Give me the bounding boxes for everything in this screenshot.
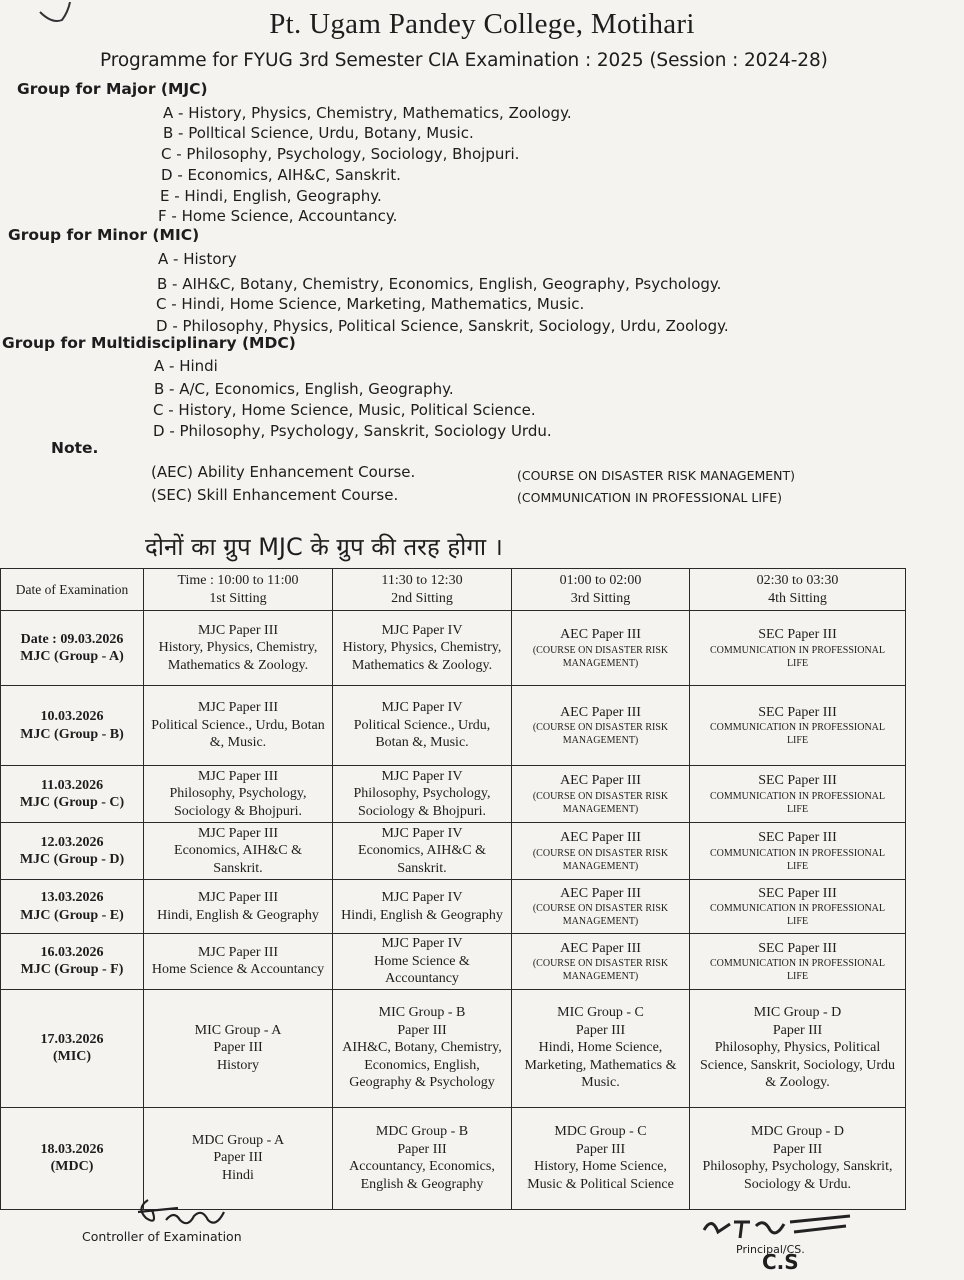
sitting-1-cell — [144, 880, 333, 934]
cell-line: COMMUNICATION IN PROFESSIONAL — [709, 790, 885, 802]
exam-date — [1, 880, 144, 934]
cell-line: MJC Paper III — [197, 944, 279, 960]
cell-line: Political Science., Urdu, Botan — [151, 717, 325, 733]
cell-line: (MDC) — [50, 1159, 94, 1174]
cell-line: MIC Group - B — [378, 1005, 466, 1021]
cell-line: MJC (Group - B) — [20, 726, 124, 742]
cell-line: MDC Group - A — [191, 1132, 285, 1148]
cell-line: 10.03.2026 — [40, 709, 104, 724]
cell-line: Geography & Psychology — [349, 1075, 495, 1091]
table-row — [1, 686, 906, 766]
sitting-3-cell — [512, 989, 690, 1107]
cell-line: Hindi, Home Science, — [538, 1040, 663, 1056]
cell-line: LIFE — [786, 803, 809, 815]
sitting-4-cell — [690, 766, 906, 823]
cell-line: (COURSE ON DISASTER RISK — [532, 722, 669, 734]
cell-line: AEC Paper III — [560, 627, 641, 643]
table-row — [1, 766, 906, 823]
cell-line: (COURSE ON DISASTER RISK — [532, 847, 669, 859]
cell-line: Botan &, Music. — [375, 735, 469, 751]
cell-line: COMMUNICATION IN PROFESSIONAL — [709, 644, 885, 656]
cell-line: AEC Paper III — [560, 773, 641, 789]
cell-line: MJC (Group - E) — [20, 907, 124, 923]
cell-line: Sociology & Bhojpuri. — [358, 803, 486, 819]
cell-line: MJC Paper III — [197, 622, 279, 638]
cell-line: MJC Paper IV — [381, 622, 463, 638]
cell-line: Time : 10:00 to 11:00 — [177, 572, 299, 588]
cell-line: MJC Paper IV — [381, 936, 463, 951]
exam-date — [1, 766, 144, 823]
cell-line: Mathematics & Zoology. — [167, 657, 309, 673]
sec-course-note: (COMMUNICATION IN PROFESSIONAL LIFE) — [517, 490, 783, 505]
cell-line: Economics, AIH&C & — [174, 843, 302, 859]
cell-line: Accountancy — [385, 971, 459, 986]
cell-line: Date : 09.03.2026 — [20, 631, 124, 647]
cell-line: 4th Sitting — [768, 590, 827, 606]
sitting-2-cell — [333, 766, 512, 823]
cell-line: COMMUNICATION IN PROFESSIONAL — [709, 958, 885, 969]
cell-line: Home Science & Accountancy — [151, 962, 325, 978]
cell-line: & Zoology. — [765, 1075, 830, 1091]
cell-line: AEC Paper III — [560, 940, 641, 956]
cell-line: 02:30 to 03:30 — [756, 572, 839, 588]
sitting-4-cell — [690, 823, 906, 880]
cell-line: MANAGEMENT) — [562, 860, 639, 872]
cell-line: MJC Paper III — [197, 825, 279, 841]
cell-line: MIC Group - D — [753, 1005, 842, 1021]
cell-line: Paper III — [772, 1022, 823, 1038]
cell-line: Hindi, English & Geography — [341, 907, 503, 923]
cell-line: SEC Paper III — [758, 940, 837, 956]
sitting-4-cell — [690, 989, 906, 1107]
cell-line: Philosophy, Psychology, — [169, 786, 307, 802]
sitting-3-cell — [512, 934, 690, 990]
cell-line: Hindi — [222, 1167, 254, 1183]
aec-course-note: (COURSE ON DISASTER RISK MANAGEMENT) — [517, 468, 796, 483]
major-item: D - Economics, AIH&C, Sanskrit. — [161, 166, 401, 184]
cell-line: MDC Group - B — [375, 1124, 469, 1139]
sitting-4-cell — [690, 686, 906, 766]
cell-line: MJC (Group - A) — [20, 649, 124, 664]
cell-line: MJC Paper III — [197, 768, 279, 784]
major-item: F - Home Science, Accountancy. — [158, 207, 398, 225]
cell-line: AEC Paper III — [560, 885, 641, 901]
cell-line: MJC (Group - F) — [20, 962, 124, 978]
cell-line: Accountancy, Economics, — [349, 1159, 495, 1174]
cell-line: Science, Sanskrit, Sociology, Urdu — [699, 1057, 896, 1073]
cell-line: 11:30 to 12:30 — [381, 572, 463, 588]
minor-group-heading: Group for Minor (MIC) — [8, 226, 200, 244]
cell-line: MJC (Group - C) — [19, 795, 125, 810]
cell-line: SEC Paper III — [758, 830, 837, 846]
table-row — [1, 823, 906, 880]
sitting-4-cell — [690, 611, 906, 686]
sitting-1-header — [144, 569, 333, 611]
cell-line: MIC Group - A — [194, 1022, 282, 1038]
sitting-4-cell — [690, 934, 906, 990]
cell-line: (COURSE ON DISASTER RISK — [532, 644, 669, 656]
cell-line: Philosophy, Psychology, — [353, 786, 491, 802]
exam-schedule-table — [0, 568, 906, 1210]
cell-line: &, Music. — [209, 735, 267, 751]
cell-line: English & Geography — [360, 1176, 484, 1192]
cell-line: Political Science., Urdu, — [353, 717, 491, 733]
cell-line: SEC Paper III — [758, 704, 837, 720]
date-header: Date of Examination — [1, 569, 144, 611]
table-header-row — [1, 569, 906, 611]
cell-line: COMMUNICATION IN PROFESSIONAL — [709, 847, 885, 859]
cell-line: (MIC) — [52, 1049, 92, 1064]
cell-line: History, Physics, Chemistry, — [342, 640, 502, 656]
cell-line: Home Science & — [374, 953, 470, 969]
cell-line: Music. — [581, 1075, 620, 1091]
cell-line: SEC Paper III — [758, 885, 837, 901]
sitting-3-cell — [512, 1107, 690, 1209]
cell-line: 12.03.2026 — [40, 834, 104, 850]
cell-line: (COURSE ON DISASTER RISK — [532, 903, 669, 915]
cell-line: MJC Paper III — [197, 700, 279, 716]
mdc-item: B - A/C, Economics, English, Geography. — [154, 380, 454, 398]
cell-line: MJC (Group - D) — [19, 852, 125, 867]
sitting-2-cell — [333, 1107, 512, 1209]
sitting-2-cell — [333, 686, 512, 766]
aec-note: (AEC) Ability Enhancement Course. — [151, 463, 416, 481]
sitting-3-cell — [512, 880, 690, 934]
exam-date — [1, 686, 144, 766]
sitting-2-header — [333, 569, 512, 611]
sitting-3-header — [512, 569, 690, 611]
principal-label: Principal/CS. — [736, 1243, 805, 1256]
cell-line: SEC Paper III — [758, 627, 837, 643]
cell-line: MANAGEMENT) — [562, 735, 639, 747]
sitting-3-cell — [512, 766, 690, 823]
sitting-2-cell — [333, 611, 512, 686]
cell-line: COMMUNICATION IN PROFESSIONAL — [709, 903, 885, 915]
exam-date — [1, 611, 144, 686]
cell-line: Paper III — [397, 1141, 447, 1157]
cell-line: Sociology & Bhojpuri. — [174, 803, 302, 819]
exam-date — [1, 934, 144, 990]
table-row — [1, 880, 906, 934]
sitting-3-cell — [512, 823, 690, 880]
cell-line: MJC Paper IV — [381, 768, 463, 784]
sitting-4-cell — [690, 880, 906, 934]
cell-line: Paper III — [575, 1141, 626, 1157]
cell-line: AEC Paper III — [560, 830, 641, 846]
cell-line: 2nd Sitting — [391, 590, 453, 606]
cell-line: Sanskrit. — [397, 860, 447, 876]
cell-line: SEC Paper III — [758, 773, 837, 789]
cell-line: Mathematics & Zoology. — [351, 657, 493, 673]
table-row — [1, 934, 906, 990]
mdc-item: C - History, Home Science, Music, Political Science. — [153, 401, 536, 419]
cell-line: Marketing, Mathematics & — [524, 1057, 677, 1073]
cell-line: 18.03.2026 — [40, 1141, 104, 1157]
exam-date — [1, 989, 144, 1107]
major-group-heading: Group for Major (MJC) — [17, 80, 208, 98]
sitting-1-cell — [144, 934, 333, 990]
cell-line: Paper III — [575, 1022, 626, 1038]
cell-line: MANAGEMENT) — [562, 657, 639, 669]
cell-line: 3rd Sitting — [570, 590, 631, 606]
cell-line: (COURSE ON DISASTER RISK — [532, 790, 669, 802]
cell-line: Economics, AIH&C & — [358, 843, 486, 859]
exam-date — [1, 823, 144, 880]
hindi-note: दोनों का ग्रुप MJC के ग्रुप की तरह होगा । — [145, 533, 503, 561]
cell-line: LIFE — [786, 860, 809, 872]
cs-label: C.S — [762, 1250, 799, 1274]
cell-line: (COURSE ON DISASTER RISK — [532, 958, 669, 969]
cell-line: MJC Paper IV — [381, 700, 463, 716]
minor-item: A - History — [158, 250, 237, 268]
cell-line: 01:00 to 02:00 — [559, 572, 642, 588]
minor-item: D - Philosophy, Physics, Political Science, Sanskrit, Sociology, Urdu, Zoology. — [156, 317, 729, 335]
college-title: Pt. Ugam Pandey College, Motihari — [269, 8, 695, 40]
mdc-item: A - Hindi — [154, 357, 218, 375]
cell-line: 17.03.2026 — [40, 1031, 104, 1047]
cell-line: LIFE — [786, 735, 809, 747]
major-item: C - Philosophy, Psychology, Sociology, Bhojpuri. — [161, 145, 520, 163]
minor-item: C - Hindi, Home Science, Marketing, Mathematics, Music. — [156, 295, 585, 313]
cell-line: History, Physics, Chemistry, — [158, 640, 318, 656]
cell-line: 13.03.2026 — [40, 890, 104, 905]
cell-line: Paper III — [213, 1150, 263, 1166]
cell-line: 1st Sitting — [209, 590, 267, 606]
major-item: A - History, Physics, Chemistry, Mathematics, Zoology. — [163, 104, 572, 122]
sitting-4-cell — [690, 1107, 906, 1209]
cell-line: Paper III — [213, 1040, 263, 1056]
cell-line: MANAGEMENT) — [562, 803, 639, 815]
cell-line: MDC Group - C — [554, 1124, 647, 1139]
cell-line: 11.03.2026 — [40, 777, 104, 793]
cell-line: COMMUNICATION IN PROFESSIONAL — [709, 722, 885, 734]
cell-line: AEC Paper III — [560, 704, 641, 720]
cell-line: Paper III — [397, 1022, 447, 1038]
cell-line: LIFE — [786, 916, 809, 928]
sitting-1-cell — [144, 989, 333, 1107]
major-item: E - Hindi, English, Geography. — [160, 187, 382, 205]
sitting-2-cell — [333, 880, 512, 934]
sitting-2-cell — [333, 934, 512, 990]
sitting-2-cell — [333, 823, 512, 880]
programme-subtitle: Programme for FYUG 3rd Semester CIA Examination : 2025 (Session : 2024-28) — [100, 50, 828, 71]
cell-line: History, Home Science, — [534, 1159, 667, 1174]
cell-line: MDC Group - D — [751, 1124, 844, 1139]
table-row — [1, 611, 906, 686]
principal-signature-icon — [700, 1208, 860, 1248]
sitting-1-cell — [144, 766, 333, 823]
cell-line: MJC Paper IV — [381, 825, 463, 841]
note-label: Note. — [51, 439, 99, 457]
cell-line: Philosophy, Psychology, Sanskrit, — [702, 1159, 893, 1174]
cell-line: Sociology & Urdu. — [744, 1176, 851, 1192]
minor-item: B - AIH&C, Botany, Chemistry, Economics, English, Geography, Psychology. — [157, 275, 722, 293]
sitting-4-header — [690, 569, 906, 611]
sec-note: (SEC) Skill Enhancement Course. — [151, 486, 399, 504]
cell-line: Music & Political Science — [527, 1176, 674, 1192]
sitting-3-cell — [512, 611, 690, 686]
cell-line: AIH&C, Botany, Chemistry, — [342, 1040, 502, 1056]
cell-line: 16.03.2026 — [40, 944, 104, 960]
cell-line: Philosophy, Physics, Political — [714, 1040, 881, 1056]
cell-line: Paper III — [772, 1141, 823, 1157]
mdc-group-heading: Group for Multidisciplinary (MDC) — [2, 334, 296, 352]
cell-line: LIFE — [786, 657, 809, 669]
cell-line: MJC Paper IV — [381, 890, 463, 905]
controller-label: Controller of Examination — [82, 1229, 242, 1244]
mdc-item: D - Philosophy, Psychology, Sanskrit, Sociology Urdu. — [153, 422, 552, 440]
cell-line: MANAGEMENT) — [562, 916, 639, 928]
sitting-1-cell — [144, 823, 333, 880]
sitting-1-cell — [144, 686, 333, 766]
cell-line: Economics, English, — [364, 1057, 480, 1073]
cell-line: Hindi, English & Geography — [157, 907, 319, 923]
cell-line: MIC Group - C — [557, 1005, 644, 1021]
sitting-3-cell — [512, 686, 690, 766]
table-row — [1, 989, 906, 1107]
major-item: B - Polltical Science, Urdu, Botany, Music. — [163, 124, 474, 142]
sitting-2-cell — [333, 989, 512, 1107]
sitting-1-cell — [144, 611, 333, 686]
cell-line: MANAGEMENT) — [562, 971, 639, 982]
cell-line: LIFE — [786, 971, 809, 982]
cell-line: Sanskrit. — [213, 860, 263, 876]
cell-line: History — [217, 1057, 259, 1073]
cell-line: MJC Paper III — [197, 890, 279, 905]
